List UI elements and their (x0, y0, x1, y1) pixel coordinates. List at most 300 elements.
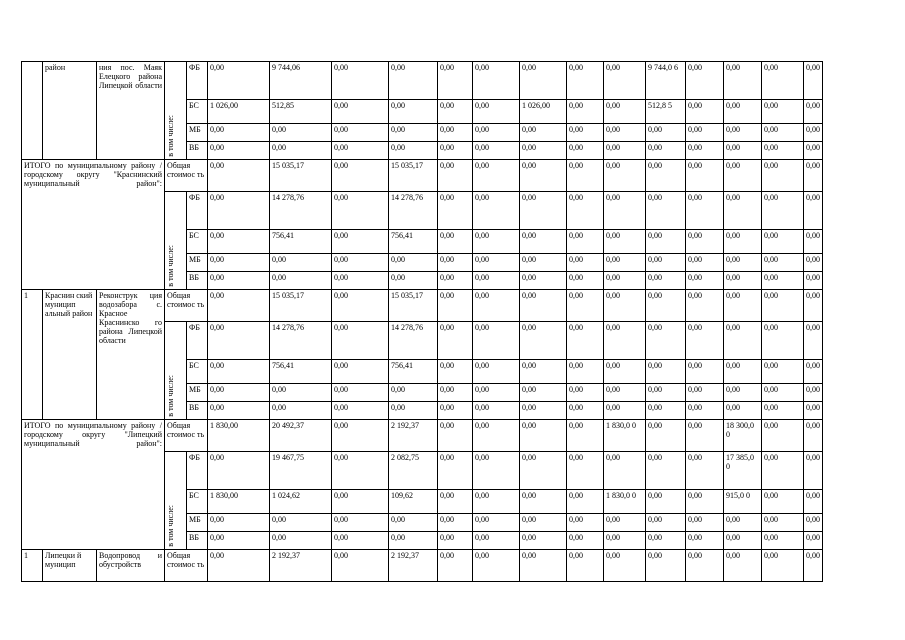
value-cell: 9 744,0 6 (646, 62, 686, 100)
value-cell: 0,00 (646, 290, 686, 322)
value-cell: 0,00 (567, 124, 604, 142)
table-row (22, 420, 823, 452)
in-that-label-cell (165, 452, 187, 550)
value-cell: 0,00 (473, 160, 520, 192)
value-cell: 0,00 (520, 420, 567, 452)
value-cell: 756,41 (389, 360, 438, 384)
value-cell: 0,00 (646, 532, 686, 550)
value-cell: 0,00 (520, 384, 567, 402)
value-cell: 0,00 (438, 124, 473, 142)
value-cell: 0,00 (438, 322, 473, 360)
value-cell: 18 300,0 0 (724, 420, 762, 452)
value-cell: 0,00 (567, 142, 604, 160)
value-cell: 0,00 (438, 402, 473, 420)
value-cell: 1 830,00 (208, 490, 270, 514)
value-cell: 0,00 (762, 420, 804, 452)
district-cell: Краснин ский муницип альный район (43, 290, 97, 420)
value-cell: 0,00 (604, 272, 646, 290)
value-cell: 0,00 (332, 124, 389, 142)
in-that-label: в том числе: (166, 375, 175, 417)
value-cell: 0,00 (473, 514, 520, 532)
value-cell: 756,41 (270, 360, 332, 384)
value-cell: 0,00 (724, 402, 762, 420)
value-cell: 0,00 (567, 192, 604, 230)
value-cell: 0,00 (438, 230, 473, 254)
value-cell: 0,00 (208, 124, 270, 142)
object-cell: Реконструк ция водозабора с. Красное Краснинско го района Липецкой области (97, 290, 165, 420)
value-cell: 0,00 (208, 532, 270, 550)
value-cell: 0,00 (646, 384, 686, 402)
value-cell: 0,00 (332, 360, 389, 384)
value-cell: 0,00 (332, 192, 389, 230)
value-cell: 0,00 (389, 514, 438, 532)
value-cell: 0,00 (686, 160, 724, 192)
value-cell: 0,00 (646, 550, 686, 582)
value-cell: 1 830,00 (208, 420, 270, 452)
value-cell: 0,00 (686, 452, 724, 490)
value-cell: 0,00 (473, 420, 520, 452)
value-cell: 0,00 (804, 100, 823, 124)
value-cell: 0,00 (804, 514, 823, 532)
value-cell: 0,00 (332, 100, 389, 124)
value-cell: 0,00 (332, 160, 389, 192)
value-cell: 0,00 (686, 384, 724, 402)
value-cell: 0,00 (804, 452, 823, 490)
value-cell: 0,00 (646, 322, 686, 360)
source-cell: ВБ (187, 532, 208, 550)
value-cell: 0,00 (724, 192, 762, 230)
total-title-cell: ИТОГО по муниципальному району / городскому округу "Липецкий муниципальный район": (22, 420, 165, 550)
source-cell: МБ (187, 384, 208, 402)
value-cell: 0,00 (567, 514, 604, 532)
value-cell: 0,00 (567, 290, 604, 322)
value-cell: 0,00 (724, 62, 762, 100)
value-cell: 0,00 (332, 272, 389, 290)
value-cell: 0,00 (208, 290, 270, 322)
value-cell: 0,00 (762, 490, 804, 514)
value-cell: 0,00 (332, 142, 389, 160)
value-cell: 0,00 (520, 490, 567, 514)
value-cell: 15 035,17 (270, 290, 332, 322)
value-cell: 0,00 (567, 384, 604, 402)
in-that-label-cell (165, 62, 187, 160)
value-cell: 0,00 (686, 100, 724, 124)
value-cell: 0,00 (804, 532, 823, 550)
value-cell: 0,00 (762, 550, 804, 582)
value-cell: 19 467,75 (270, 452, 332, 490)
num-cell (22, 62, 43, 160)
value-cell: 14 278,76 (270, 192, 332, 230)
value-cell: 0,00 (804, 322, 823, 360)
value-cell: 0,00 (520, 142, 567, 160)
budget-table (21, 61, 823, 582)
value-cell: 0,00 (762, 532, 804, 550)
value-cell: 0,00 (762, 452, 804, 490)
value-cell: 0,00 (520, 254, 567, 272)
value-cell: 0,00 (762, 230, 804, 254)
source-cell: ФБ (187, 322, 208, 360)
value-cell: 0,00 (724, 384, 762, 402)
value-cell: 0,00 (332, 452, 389, 490)
value-cell: 0,00 (567, 452, 604, 490)
value-cell: 0,00 (473, 384, 520, 402)
value-cell: 0,00 (567, 360, 604, 384)
value-cell: 0,00 (686, 290, 724, 322)
value-cell: 0,00 (473, 452, 520, 490)
value-cell: 0,00 (438, 550, 473, 582)
value-cell: 0,00 (270, 254, 332, 272)
value-cell: 0,00 (804, 402, 823, 420)
source-cell: БС (187, 490, 208, 514)
table-row (22, 550, 823, 582)
value-cell: 0,00 (520, 532, 567, 550)
value-cell: 0,00 (646, 420, 686, 452)
value-cell: 0,00 (270, 142, 332, 160)
value-cell: 0,00 (389, 142, 438, 160)
value-cell: 0,00 (762, 62, 804, 100)
value-cell: 0,00 (646, 514, 686, 532)
value-cell: 0,00 (686, 272, 724, 290)
value-cell: 0,00 (389, 402, 438, 420)
value-cell: 1 024,62 (270, 490, 332, 514)
in-that-label: в том числе: (166, 115, 175, 157)
value-cell: 0,00 (646, 402, 686, 420)
value-cell: 0,00 (646, 254, 686, 272)
value-cell: 0,00 (270, 532, 332, 550)
value-cell: 0,00 (604, 160, 646, 192)
value-cell: 0,00 (567, 550, 604, 582)
source-cell: ВБ (187, 142, 208, 160)
total-title-cell: ИТОГО по муниципальному району / городскому округу "Краснинский муниципальный район": (22, 160, 165, 290)
value-cell: 0,00 (604, 360, 646, 384)
value-cell: 0,00 (208, 62, 270, 100)
table-row (22, 290, 823, 322)
value-cell: 0,00 (762, 290, 804, 322)
value-cell: 0,00 (646, 452, 686, 490)
value-cell: 0,00 (762, 272, 804, 290)
value-cell: 0,00 (520, 272, 567, 290)
value-cell: 0,00 (520, 514, 567, 532)
table-row (22, 160, 823, 192)
value-cell: 15 035,17 (389, 160, 438, 192)
value-cell: 0,00 (332, 420, 389, 452)
table-row (22, 62, 823, 100)
value-cell: 9 744,06 (270, 62, 332, 100)
value-cell: 0,00 (438, 384, 473, 402)
total-cost-label: Общая стоимос ть (165, 290, 208, 322)
value-cell: 0,00 (724, 254, 762, 272)
value-cell: 0,00 (332, 384, 389, 402)
value-cell: 512,85 (270, 100, 332, 124)
value-cell: 0,00 (473, 124, 520, 142)
value-cell: 1 026,00 (520, 100, 567, 124)
value-cell: 0,00 (438, 420, 473, 452)
source-cell: БС (187, 360, 208, 384)
object-cell: Водопровод и обустройств (97, 550, 165, 582)
value-cell: 0,00 (438, 142, 473, 160)
value-cell: 0,00 (686, 402, 724, 420)
value-cell: 0,00 (604, 322, 646, 360)
value-cell: 2 192,37 (270, 550, 332, 582)
value-cell: 512,8 5 (646, 100, 686, 124)
value-cell: 0,00 (389, 254, 438, 272)
value-cell: 0,00 (724, 360, 762, 384)
source-cell: ФБ (187, 452, 208, 490)
table-body (22, 62, 823, 582)
value-cell: 0,00 (604, 192, 646, 230)
value-cell: 0,00 (389, 62, 438, 100)
total-cost-label: Общая стоимос ть (165, 550, 208, 582)
value-cell: 15 035,17 (270, 160, 332, 192)
value-cell: 0,00 (646, 142, 686, 160)
value-cell: 0,00 (438, 254, 473, 272)
value-cell: 0,00 (332, 62, 389, 100)
value-cell: 0,00 (804, 124, 823, 142)
value-cell: 0,00 (208, 142, 270, 160)
value-cell: 0,00 (567, 420, 604, 452)
value-cell: 0,00 (208, 322, 270, 360)
value-cell: 0,00 (724, 272, 762, 290)
value-cell: 1 026,00 (208, 100, 270, 124)
value-cell: 0,00 (646, 360, 686, 384)
value-cell: 0,00 (604, 290, 646, 322)
value-cell: 0,00 (208, 402, 270, 420)
source-cell: ВБ (187, 272, 208, 290)
value-cell: 0,00 (762, 360, 804, 384)
value-cell: 0,00 (332, 550, 389, 582)
in-that-label-cell (165, 192, 187, 290)
value-cell: 0,00 (804, 230, 823, 254)
value-cell: 0,00 (724, 550, 762, 582)
value-cell: 0,00 (604, 452, 646, 490)
value-cell: 0,00 (208, 384, 270, 402)
source-cell: МБ (187, 514, 208, 532)
value-cell: 0,00 (332, 230, 389, 254)
value-cell: 0,00 (686, 550, 724, 582)
source-cell: МБ (187, 254, 208, 272)
value-cell: 0,00 (520, 160, 567, 192)
source-cell: ФБ (187, 62, 208, 100)
value-cell: 0,00 (686, 322, 724, 360)
value-cell: 0,00 (208, 230, 270, 254)
value-cell: 0,00 (686, 142, 724, 160)
value-cell: 0,00 (208, 160, 270, 192)
value-cell: 0,00 (208, 452, 270, 490)
value-cell: 0,00 (270, 514, 332, 532)
value-cell: 0,00 (646, 230, 686, 254)
district-cell: район (43, 62, 97, 160)
value-cell: 0,00 (270, 272, 332, 290)
value-cell: 0,00 (520, 124, 567, 142)
value-cell: 0,00 (473, 360, 520, 384)
value-cell: 0,00 (438, 514, 473, 532)
value-cell: 0,00 (520, 290, 567, 322)
value-cell: 0,00 (646, 124, 686, 142)
value-cell: 0,00 (473, 254, 520, 272)
value-cell: 0,00 (804, 160, 823, 192)
value-cell: 0,00 (208, 360, 270, 384)
value-cell: 0,00 (604, 100, 646, 124)
value-cell: 0,00 (724, 322, 762, 360)
object-cell: ния пос. Маяк Елецкого района Липецкой области (97, 62, 165, 160)
value-cell: 0,00 (604, 384, 646, 402)
value-cell: 0,00 (804, 420, 823, 452)
value-cell: 0,00 (686, 532, 724, 550)
value-cell: 0,00 (438, 192, 473, 230)
value-cell: 0,00 (804, 62, 823, 100)
value-cell: 0,00 (567, 490, 604, 514)
value-cell: 0,00 (520, 402, 567, 420)
value-cell: 0,00 (520, 192, 567, 230)
value-cell: 0,00 (686, 420, 724, 452)
value-cell: 756,41 (389, 230, 438, 254)
value-cell: 0,00 (686, 360, 724, 384)
value-cell: 0,00 (804, 360, 823, 384)
value-cell: 0,00 (520, 322, 567, 360)
value-cell: 0,00 (389, 384, 438, 402)
value-cell: 0,00 (762, 100, 804, 124)
value-cell: 0,00 (270, 402, 332, 420)
value-cell: 2 192,37 (389, 420, 438, 452)
value-cell: 0,00 (686, 514, 724, 532)
value-cell: 0,00 (567, 272, 604, 290)
value-cell: 0,00 (332, 322, 389, 360)
value-cell: 0,00 (332, 514, 389, 532)
value-cell: 15 035,17 (389, 290, 438, 322)
value-cell: 0,00 (208, 514, 270, 532)
value-cell: 0,00 (473, 532, 520, 550)
value-cell: 0,00 (567, 230, 604, 254)
value-cell: 109,62 (389, 490, 438, 514)
value-cell: 0,00 (604, 230, 646, 254)
value-cell: 0,00 (473, 192, 520, 230)
source-cell: ВБ (187, 402, 208, 420)
value-cell: 0,00 (473, 230, 520, 254)
value-cell: 17 385,0 0 (724, 452, 762, 490)
value-cell: 0,00 (473, 290, 520, 322)
value-cell: 0,00 (473, 62, 520, 100)
value-cell: 0,00 (208, 192, 270, 230)
value-cell: 0,00 (804, 384, 823, 402)
in-that-label: в том числе: (166, 245, 175, 287)
value-cell: 0,00 (520, 360, 567, 384)
value-cell: 0,00 (762, 254, 804, 272)
total-cost-label: Общая стоимос ть (165, 160, 208, 192)
num-cell: 1 (22, 550, 43, 582)
value-cell: 0,00 (438, 290, 473, 322)
value-cell: 0,00 (520, 230, 567, 254)
value-cell: 0,00 (646, 272, 686, 290)
source-cell: БС (187, 230, 208, 254)
value-cell: 0,00 (724, 142, 762, 160)
value-cell: 0,00 (389, 272, 438, 290)
value-cell: 0,00 (724, 290, 762, 322)
value-cell: 0,00 (567, 254, 604, 272)
value-cell: 0,00 (389, 124, 438, 142)
value-cell: 0,00 (567, 62, 604, 100)
value-cell: 0,00 (567, 532, 604, 550)
value-cell: 0,00 (604, 62, 646, 100)
value-cell: 0,00 (646, 192, 686, 230)
value-cell: 2 082,75 (389, 452, 438, 490)
value-cell: 0,00 (804, 192, 823, 230)
value-cell: 0,00 (686, 124, 724, 142)
value-cell: 0,00 (804, 490, 823, 514)
value-cell: 0,00 (762, 514, 804, 532)
value-cell: 0,00 (567, 402, 604, 420)
value-cell: 0,00 (604, 142, 646, 160)
value-cell: 0,00 (762, 192, 804, 230)
value-cell: 0,00 (332, 254, 389, 272)
value-cell: 14 278,76 (389, 322, 438, 360)
value-cell: 0,00 (604, 550, 646, 582)
value-cell: 2 192,37 (389, 550, 438, 582)
value-cell: 0,00 (724, 124, 762, 142)
value-cell: 0,00 (438, 100, 473, 124)
value-cell: 0,00 (473, 322, 520, 360)
value-cell: 0,00 (438, 490, 473, 514)
district-cell: Липецки й муницип (43, 550, 97, 582)
value-cell: 0,00 (604, 124, 646, 142)
value-cell: 0,00 (520, 550, 567, 582)
value-cell: 0,00 (438, 360, 473, 384)
value-cell: 0,00 (567, 100, 604, 124)
total-cost-label: Общая стоимос ть (165, 420, 208, 452)
value-cell: 0,00 (332, 490, 389, 514)
value-cell: 756,41 (270, 230, 332, 254)
value-cell: 0,00 (389, 532, 438, 550)
value-cell: 0,00 (270, 124, 332, 142)
value-cell: 0,00 (804, 290, 823, 322)
value-cell: 0,00 (724, 100, 762, 124)
value-cell: 0,00 (804, 550, 823, 582)
value-cell: 0,00 (762, 142, 804, 160)
value-cell: 0,00 (686, 192, 724, 230)
value-cell: 0,00 (208, 272, 270, 290)
value-cell: 0,00 (804, 142, 823, 160)
source-cell: БС (187, 100, 208, 124)
source-cell: МБ (187, 124, 208, 142)
value-cell: 0,00 (686, 490, 724, 514)
value-cell: 0,00 (270, 384, 332, 402)
value-cell: 0,00 (473, 100, 520, 124)
value-cell: 0,00 (604, 254, 646, 272)
value-cell: 0,00 (332, 290, 389, 322)
value-cell: 14 278,76 (389, 192, 438, 230)
value-cell: 0,00 (473, 490, 520, 514)
source-cell: ФБ (187, 192, 208, 230)
value-cell: 0,00 (762, 160, 804, 192)
value-cell: 0,00 (473, 402, 520, 420)
value-cell: 0,00 (686, 230, 724, 254)
in-that-label: в том числе: (166, 505, 175, 547)
value-cell: 0,00 (473, 272, 520, 290)
value-cell: 0,00 (724, 230, 762, 254)
value-cell: 0,00 (567, 322, 604, 360)
value-cell: 0,00 (438, 272, 473, 290)
value-cell: 0,00 (604, 514, 646, 532)
value-cell: 0,00 (473, 142, 520, 160)
value-cell: 915,0 0 (724, 490, 762, 514)
value-cell: 14 278,76 (270, 322, 332, 360)
value-cell: 0,00 (686, 62, 724, 100)
in-that-label-cell (165, 322, 187, 420)
value-cell: 0,00 (473, 550, 520, 582)
value-cell: 0,00 (438, 452, 473, 490)
value-cell: 0,00 (646, 490, 686, 514)
value-cell: 0,00 (724, 160, 762, 192)
value-cell: 0,00 (724, 532, 762, 550)
